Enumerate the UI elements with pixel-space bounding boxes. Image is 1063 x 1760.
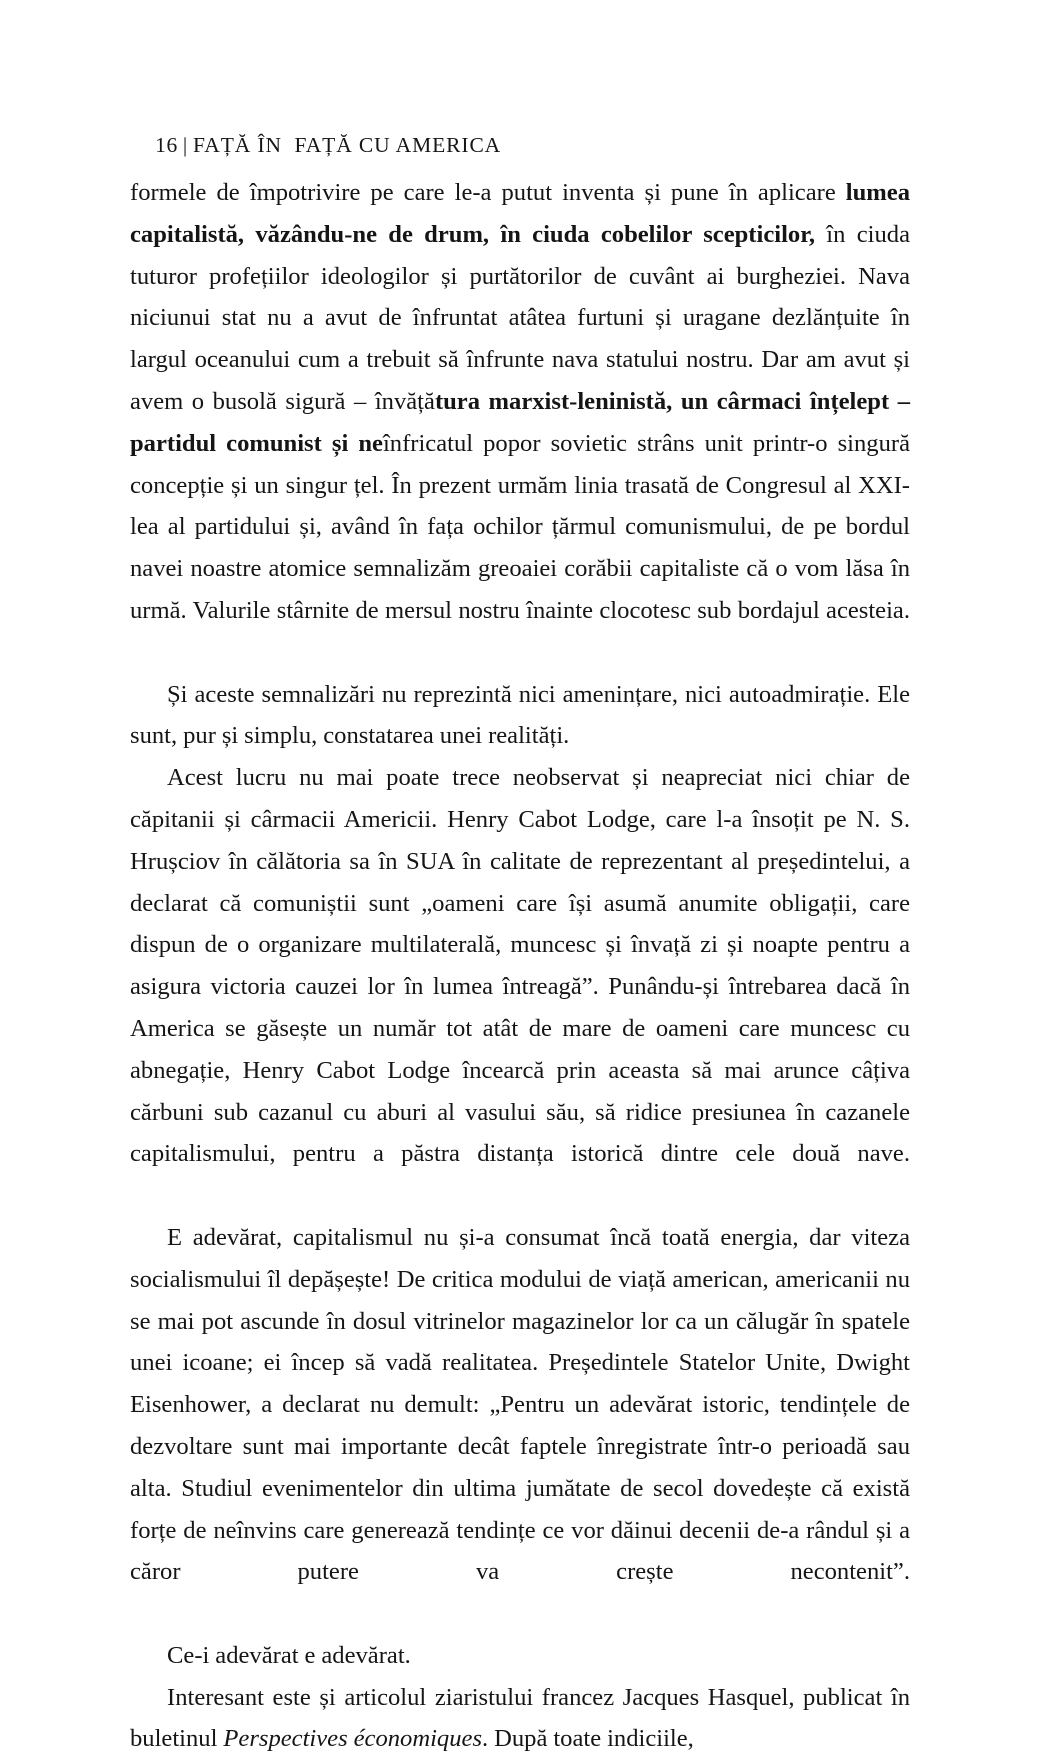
running-head-separator: | (182, 133, 189, 157)
text-run: Acest lucru nu mai poate trece neobservat și neapreciat nici chiar de căpitanii și cârmacii Americii. Henry Cabot Lodge, care l-a însoțit pe N. S. Hrușciov în călătoria sa în SUA în calitate de reprezentant al președintelui, a declarat că comuniștii sunt „oameni care își asumă anumite obligații, care dispun de o organizare multilaterală, muncesc și învață zi și noapte pentru a asigura victoria cauzei lor în lumea întreagă”. Punându-și întrebarea dacă în America se găsește un număr tot atât de mare de oameni care muncesc cu abnegație, Henry Cabot Lodge încearcă prin aceasta să mai arunce câțiva cărbuni sub cazanul cu aburi al vasului său, să ridice presiunea în cazanele capitalismului, pentru a păstra distanța istorică dintre cele două nave. (130, 764, 910, 1168)
paragraph-6 (130, 1677, 910, 1760)
body-text-block (130, 172, 910, 1760)
text-run: înfricatul popor sovietic strâns unit printr-o singură concepție și un singur țel. În prezent urmăm linia trasată de Congresul al XXI-lea al partidului și, având în fața ochilor țărmul comunismului, de pe bordul navei noastre atomice semnalizăm greoaiei corăbii capitaliste că o vom lăsa în urmă. Valurile stârnite de mersul nostru înainte clocotesc sub bordajul acesteia. (130, 429, 910, 624)
running-head-title: FAȚĂ ÎN FAȚĂ CU AMERICA (193, 133, 502, 157)
paragraph-1 (130, 172, 910, 674)
bold-run: lumea capitalistă, văzându-ne de drum, în ciuda cobelilor scepticilor, (130, 179, 910, 248)
page-number: 16 (155, 133, 178, 157)
text-run: Și aceste semnalizări nu reprezintă nici amenințare, nici autoadmirație. Ele sunt, pur și simplu, constatarea unei realități. (130, 680, 910, 750)
text-run: Ce-i adevărat e adevărat. (167, 1641, 411, 1669)
paragraph-3 (130, 757, 910, 1217)
italic-run: Perspectives économiques (223, 1725, 483, 1753)
text-run: Interesant este și articolul ziaristului francez Jacques Hasquel, publicat în buletinul (130, 1683, 910, 1753)
paragraph-4 (130, 1217, 910, 1635)
text-run: în ciuda tuturor profețiilor ideologilor și purtătorilor de cuvânt ai burgheziei. Nava niciunui stat nu a avut de înfruntat atâtea furtuni și uragane dezlănțuite în largul oceanului cum a trebuit să înfrunte nava statului nostru. Dar am avut și avem o busolă sigură – învăță (130, 220, 910, 415)
bold-run: tura marxist-leninistă, un cârmaci înțelept – partidul comunist și ne (130, 387, 910, 457)
text-run: E adevărat, capitalismul nu și-a consumat încă toată energia, dar viteza socialismului îl depășește! De critica modului de viață american, americanii nu se mai pot ascunde în dosul vitrinelor magazinelor lor ca un călugăr în spatele unei icoane; ei încep să vadă realitatea. Președintele Statelor Unite, Dwight Eisenhower, a declarat nu demult: „Pentru un adevărat istoric, tendințele de dezvoltare sunt mai importante decât faptele înregistrate într-o perioadă sau alta. Studiul evenimentelor din ultima jumătate de secol dovedește că există forțe de neînvins care generează tendințe ce vor dăinui decenii de-a rândul și a căror putere va crește necontenit”. (130, 1223, 910, 1586)
text-run: formele de împotrivire pe care le-a putut inventa și pune în aplicare (130, 179, 846, 206)
paragraph-5 (130, 1635, 910, 1677)
text-run: . După toate indiciile, (482, 1725, 694, 1753)
paragraph-2 (130, 674, 910, 758)
